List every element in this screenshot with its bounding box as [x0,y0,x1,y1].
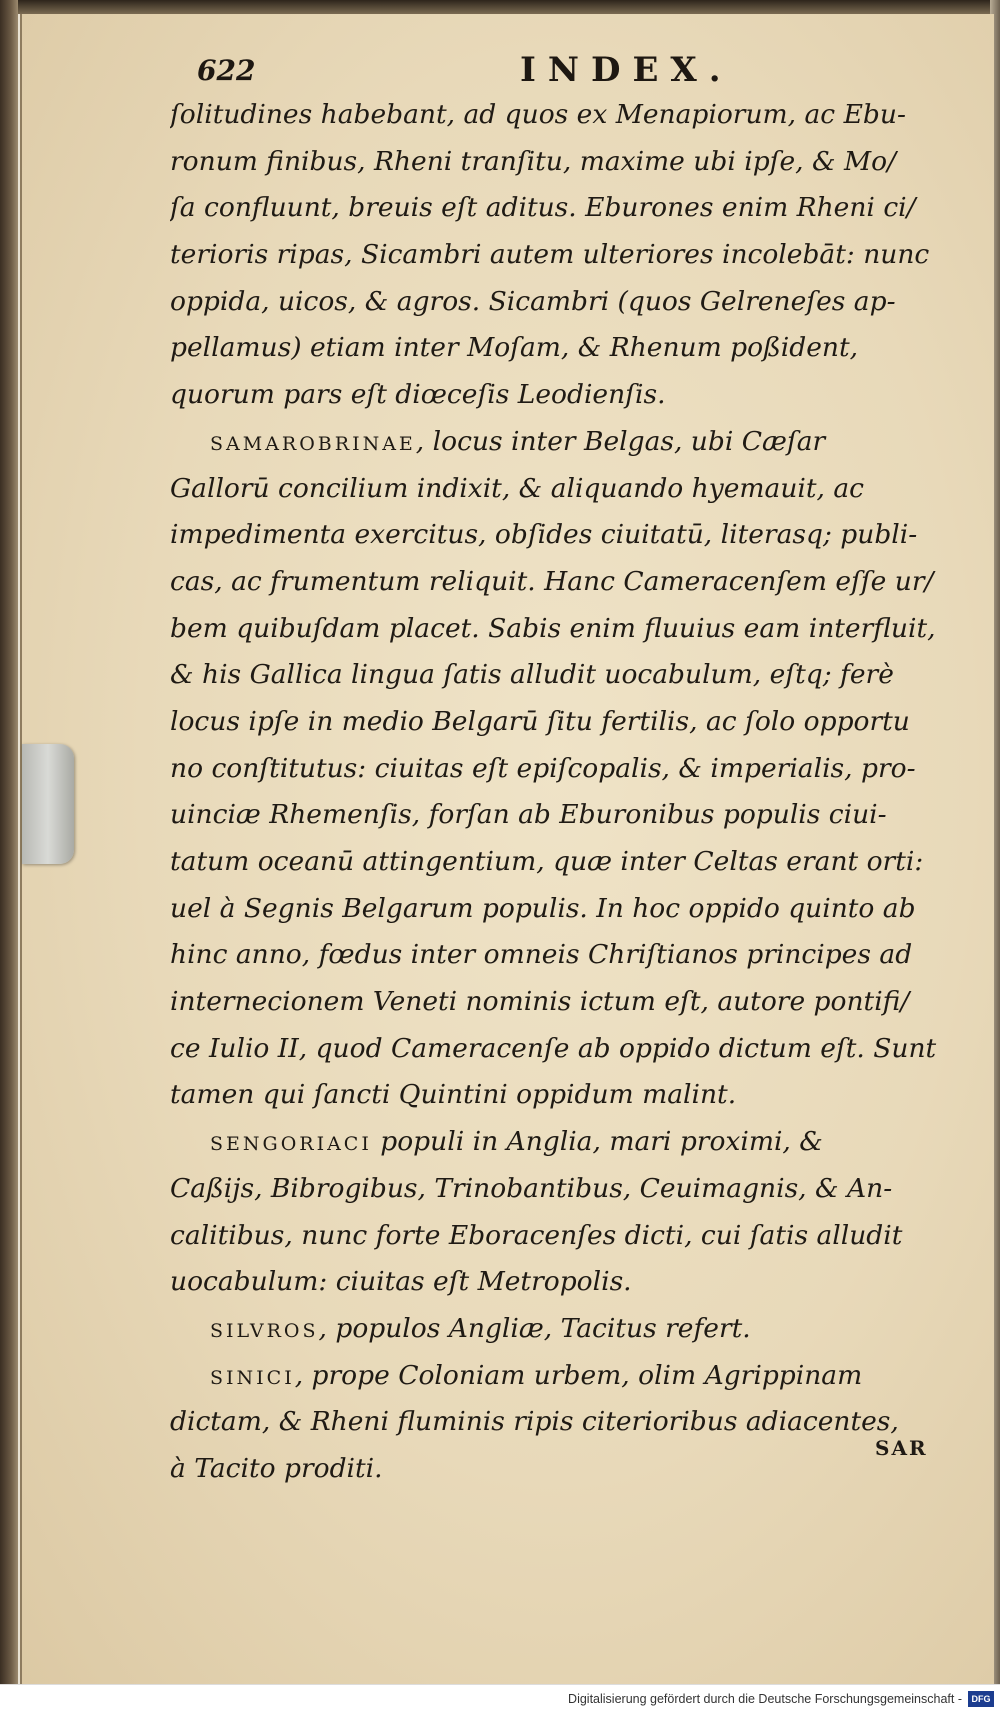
text-line [170,932,960,979]
entry-headword: SILVROS [210,1319,319,1342]
text-line [170,792,960,839]
text-line [170,1166,960,1213]
line-text: internecionem Veneti nominis ictum eſt, autore pontifi/ [170,986,910,1018]
entry-headword: SENGORIACI [210,1133,372,1156]
text-line [170,1026,960,1073]
text-line [170,92,960,139]
book-edge-top [0,0,1000,14]
line-text: terioris ripas, Sicambri autem ulteriores incolebāt: nunc [170,239,930,271]
line-text: impedimenta exercitus, obſides ciuitatū, literasq; publi- [170,519,918,551]
line-text: no conſtitutus: ciuitas eſt epiſcopalis, & imperialis, pro- [170,752,916,784]
line-text: dictam, & Rheni fluminis ripis citerioribus adiacentes, [170,1406,899,1438]
line-text: & his Gallica lingua ſatis alludit uocabulum, eſtq; ferè [170,659,894,691]
text-line [170,279,960,326]
line-text: pellamus) etiam inter Moſam, & Rhenum poßident, [170,332,859,364]
page-clip [22,744,74,864]
page-number: 622 [197,54,256,87]
line-text: uocabulum: ciuitas eſt Metropolis. [170,1266,632,1298]
text-line [170,839,960,886]
line-text: à Tacito proditi. [170,1452,383,1484]
line-text: Caßijs, Bibrogibus, Trinobantibus, Ceuimagnis, & An- [170,1172,893,1204]
text-line [170,325,960,372]
body-text [170,92,960,1493]
line-text: cas, ac frumentum reliquit. Hanc Cameracenſem eſſe ur/ [170,565,934,597]
text-line [170,466,960,513]
line-text: tatum oceanū attingentium, quæ inter Celtas erant orti: [170,846,924,877]
text-line [170,979,960,1026]
line-text: populi in Anglia, mari proximi, & [371,1126,823,1158]
text-line [170,419,960,466]
text-line [170,1259,960,1306]
text-line [170,1446,960,1493]
text-line [170,512,960,559]
dfg-logo: DFG [968,1691,994,1707]
line-text: ronum finibus, Rheni tranſitu, maxime ubi ipſe, & Mo/ [170,145,897,177]
text-line [170,606,960,653]
book-edge-left [0,0,18,1715]
catchword: SAR [875,1436,928,1460]
text-line [170,185,960,232]
text-line [170,1306,960,1353]
line-text: , populos Angliæ, Tacitus refert. [318,1312,751,1344]
line-text: locus ipſe in medio Belgarū ſitu fertilis, ac ſolo opportu [170,705,910,737]
line-text: tamen qui ſancti Quintini oppidum malint. [170,1079,737,1111]
running-title: INDEX. [520,50,733,90]
line-text: uinciæ Rhemenſis, forſan ab Eburonibus populis ciui- [170,799,887,831]
text-line [170,232,960,279]
line-text: , prope Coloniam urbem, olim Agrippinam [294,1359,863,1391]
line-text: uel à Segnis Belgarum populis. In hoc oppido quinto ab [170,892,916,924]
digitization-footer [0,1684,1000,1716]
text-line [170,1399,960,1446]
text-line [170,139,960,186]
line-text: ce Iulio II, quod Cameracenſe ab oppido dictum eſt. Sunt [170,1032,937,1064]
text-line [170,1353,960,1400]
line-text: quorum pars eſt diœceſis Leodienſis. [170,379,666,411]
line-text: Gallorū concilium indixit, & aliquando hyemauit, ac [170,472,865,504]
text-line [170,559,960,606]
entry-headword: SINICI [210,1366,295,1389]
line-text: , locus inter Belgas, ubi Cæſar [415,425,826,457]
footer-credit: Digitalisierung gefördert durch die Deutsche Forschungsgemeinschaft - [568,1692,962,1706]
line-text: bem quibuſdam placet. Sabis enim fluuius eam interfluit, [170,612,936,644]
text-line [170,652,960,699]
line-text: calitibus, nunc forte Eboracenſes dicti, cui ſatis alludit [170,1219,903,1251]
line-text: ſa confluunt, breuis eſt aditus. Eburones enim Rheni ci/ [170,192,916,224]
text-line [170,372,960,419]
text-line [170,699,960,746]
line-text: ſolitudines habebant, ad quos ex Menapiorum, ac Ebu- [170,99,906,130]
line-text: oppida, uicos, & agros. Sicambri (quos Gelreneſes ap- [170,285,896,317]
running-head [175,48,935,98]
text-line [170,1119,960,1166]
entry-headword: SAMAROBRINAE [210,432,416,455]
text-line [170,746,960,793]
text-line [170,1072,960,1119]
text-line [170,1213,960,1260]
text-line [170,886,960,933]
line-text: hinc anno, fœdus inter omneis Chriſtianos principes ad [170,939,913,971]
